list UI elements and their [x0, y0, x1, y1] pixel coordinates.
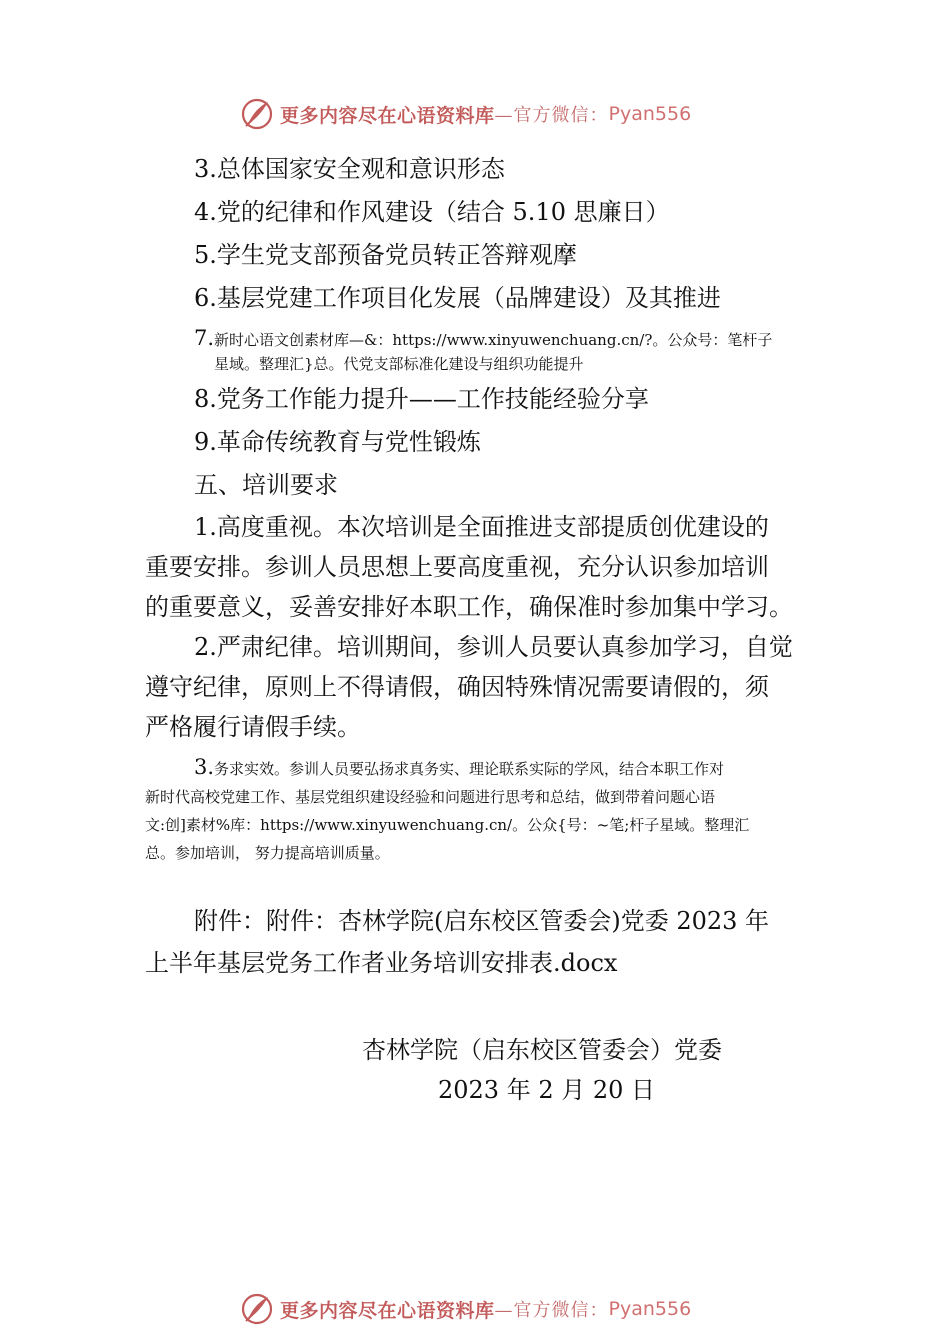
paragraph-line: 遵守纪律，原则上不得请假，确因特殊情况需要请假的，须 — [145, 673, 769, 701]
list-item: 3.总体国家安全观和意识形态 — [194, 155, 505, 183]
quill-logo-icon — [240, 97, 274, 131]
watermark-title: 更多内容尽在心语资料库 — [280, 104, 495, 127]
signature-date: 2023 年 2 月 20 日 — [438, 1076, 656, 1104]
watermark-separator: —官方微信： — [494, 1300, 609, 1321]
req3-text4: 总。参加培训， 努力提高培训质量。 — [145, 844, 390, 862]
req3-text3: 文:创]素材%库：https://www.xinyuwenchuang.cn/。公众{号：~笔;杆子星域。整理汇 — [145, 816, 750, 834]
req3-line1 — [145, 753, 749, 783]
req3-text1: 务求实效。参训人员要弘扬求真务实、理论联系实际的学风，结合本职工作对 — [214, 760, 725, 778]
paragraph-line: 的重要意义，妥善安排好本职工作，确保准时参加集中学习。 — [145, 593, 793, 621]
paragraph-line: 严格履行请假手续。 — [145, 713, 361, 741]
watermark-title: 更多内容尽在心语资料库 — [280, 1299, 495, 1322]
watermark-separator: —官方微信： — [494, 105, 609, 126]
signature-org: 杏林学院（启东校区管委会）党委 — [362, 1036, 722, 1064]
list-item: 6.基层党建工作项目化发展（品牌建设）及其推进 — [194, 284, 721, 312]
req3-text2: 新时代高校党建工作、基层党组织建设经验和问题进行思考和总结，做到带着问题心语 — [145, 788, 716, 806]
req3-number: 3. — [194, 755, 215, 779]
list-item-7 — [194, 326, 772, 376]
requirement-3 — [145, 753, 749, 867]
quill-logo-icon — [240, 1292, 274, 1326]
watermark-wechat-id: Pyan556 — [608, 103, 692, 125]
paragraph-line: 2.严肃纪律。培训期间，参训人员要认真参加学习，自觉 — [194, 633, 793, 661]
watermark-wechat-id: Pyan556 — [608, 1298, 692, 1320]
item7-line1 — [194, 326, 772, 352]
paragraph-line: 1.高度重视。本次培训是全面推进支部提质创优建设的 — [194, 513, 769, 541]
list-item: 4.党的纪律和作风建设（结合 5.10 思廉日） — [194, 198, 670, 226]
item7-number: 7. — [194, 326, 215, 350]
watermark-header — [240, 96, 691, 132]
watermark-footer — [240, 1291, 691, 1327]
item7-text1: 新时心语文创素材库—&：https://www.xinyuwenchuang.cn/?。公众号：笔杆子 — [214, 331, 773, 349]
list-item: 9.革命传统教育与党性锻炼 — [194, 428, 481, 456]
list-item: 5.学生党支部预备党员转正答辩观摩 — [194, 241, 577, 269]
item7-text2: 星域。整理汇}总。代党支部标准化建设与组织功能提升 — [214, 355, 584, 373]
attachment-line: 附件：附件：杏林学院(启东校区管委会)党委 2023 年 — [194, 907, 770, 935]
paragraph-line: 重要安排。参训人员思想上要高度重视，充分认识参加培训 — [145, 553, 769, 581]
list-item: 8.党务工作能力提升——工作技能经验分享 — [194, 385, 649, 413]
attachment-line: 上半年基层党务工作者业务培训安排表.docx — [145, 949, 618, 977]
section-heading: 五、培训要求 — [194, 471, 338, 499]
